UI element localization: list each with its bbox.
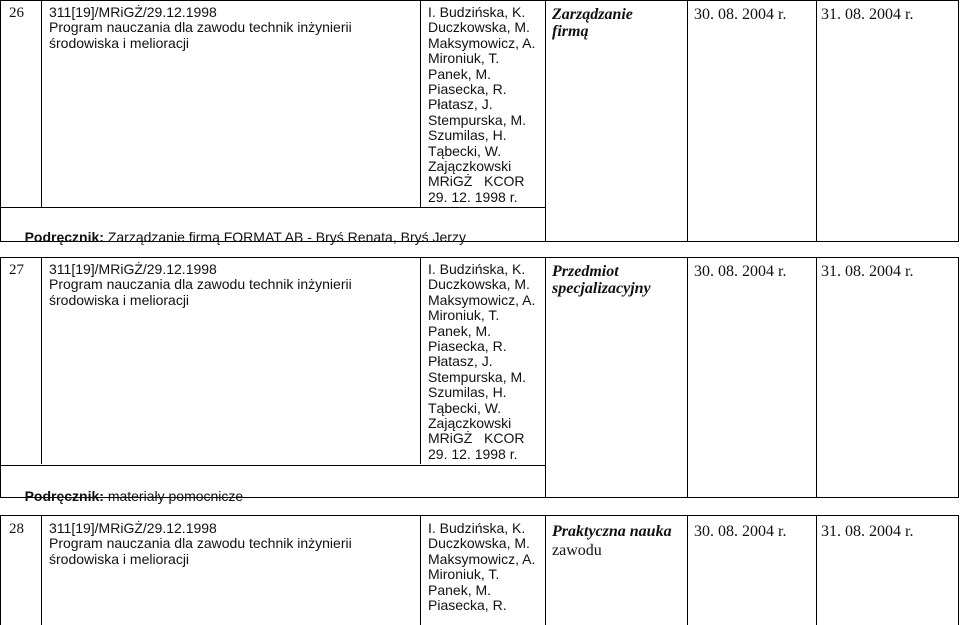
- author-line: Mironiuk, T.: [428, 307, 500, 324]
- date-end: 31. 08. 2004 r.: [821, 523, 914, 540]
- authors-list: [428, 5, 535, 205]
- author-line: Maksymowicz, A.: [428, 550, 536, 567]
- program-code: 311[19]/MRiGŻ/29.12.1998: [49, 261, 217, 277]
- table-row-28: [0, 515, 959, 625]
- authors-list: [428, 521, 535, 613]
- textbook-value: materiały pomocnicze: [107, 488, 244, 505]
- subject-line1: Przedmiot: [552, 263, 619, 280]
- author-line: Panek, M.: [428, 322, 492, 339]
- author-line: MRiGŻ KCOR: [428, 430, 525, 447]
- subject-line2: firmą: [552, 23, 589, 40]
- author-line: Szumilas, H.: [428, 127, 507, 144]
- program-title-line2: środowiska i melioracji: [49, 35, 190, 51]
- author-line: Piasecka, R.: [428, 597, 507, 614]
- author-line: Duczkowska, M.: [428, 535, 530, 552]
- author-line: Zajączkowski: [428, 158, 512, 175]
- textbook-value: Zarządzanie firmą FORMAT AB - Bryś Renata, Bryś Jerzy: [107, 229, 466, 246]
- author-line: Tąbecki, W.: [428, 399, 502, 416]
- textbook-line: [9, 215, 466, 261]
- authors-list: [428, 262, 535, 462]
- author-line: I. Budzińska, K.: [428, 4, 526, 20]
- author-line: Zajączkowski: [428, 415, 512, 432]
- table-row-27: [0, 257, 959, 505]
- author-line: 29. 12. 1998 r.: [428, 445, 518, 462]
- textbook-line: [9, 474, 243, 520]
- author-line: Maksymowicz, A.: [428, 34, 536, 51]
- author-line: Maksymowicz, A.: [428, 291, 536, 308]
- subject-line2: specjalizacyjny: [552, 280, 651, 297]
- author-line: Piasecka, R.: [428, 81, 507, 98]
- author-line: I. Budzińska, K.: [428, 261, 526, 277]
- textbook-label: Podręcznik:: [24, 229, 104, 246]
- author-line: Płatasz, J.: [428, 96, 493, 113]
- program-code: 311[19]/MRiGŻ/29.12.1998: [49, 520, 217, 536]
- author-line: Stempurska, M.: [428, 368, 527, 385]
- author-line: Duczkowska, M.: [428, 276, 530, 293]
- date-start: 30. 08. 2004 r.: [694, 523, 787, 540]
- subject-line2: zawodu: [552, 542, 602, 559]
- program-title-line1: Program nauczania dla zawodu technik inżynierii: [49, 276, 352, 292]
- table-row-26: [0, 0, 959, 246]
- program-title-line2: środowiska i melioracji: [49, 551, 190, 567]
- program-code: 311[19]/MRiGŻ/29.12.1998: [49, 4, 217, 20]
- author-line: MRiGŻ KCOR: [428, 173, 525, 190]
- author-line: Piasecka, R.: [428, 338, 507, 355]
- program-title-line1: Program nauczania dla zawodu technik inżynierii: [49, 535, 352, 551]
- author-line: Panek, M.: [428, 581, 492, 598]
- subject-line1: Praktyczna nauka: [552, 523, 672, 540]
- textbook-label: Podręcznik:: [24, 488, 104, 505]
- date-end: 31. 08. 2004 r.: [821, 263, 914, 280]
- program-title-line2: środowiska i melioracji: [49, 292, 190, 308]
- row-number: 28: [9, 521, 24, 537]
- author-line: Szumilas, H.: [428, 384, 507, 401]
- author-line: Mironiuk, T.: [428, 566, 500, 583]
- subject-line1: Zarządzanie: [552, 6, 633, 23]
- date-end: 31. 08. 2004 r.: [821, 6, 914, 23]
- author-line: Duczkowska, M.: [428, 19, 530, 36]
- row-number: 27: [9, 262, 24, 278]
- row-number: 26: [9, 5, 24, 21]
- author-line: Panek, M.: [428, 65, 492, 82]
- program-title-line1: Program nauczania dla zawodu technik inżynierii: [49, 19, 352, 35]
- author-line: Tąbecki, W.: [428, 142, 502, 159]
- author-line: Płatasz, J.: [428, 353, 493, 370]
- date-start: 30. 08. 2004 r.: [694, 263, 787, 280]
- author-line: 29. 12. 1998 r.: [428, 188, 518, 205]
- date-start: 30. 08. 2004 r.: [694, 6, 787, 23]
- author-line: Mironiuk, T.: [428, 50, 500, 67]
- author-line: Stempurska, M.: [428, 111, 527, 128]
- author-line: I. Budzińska, K.: [428, 520, 526, 536]
